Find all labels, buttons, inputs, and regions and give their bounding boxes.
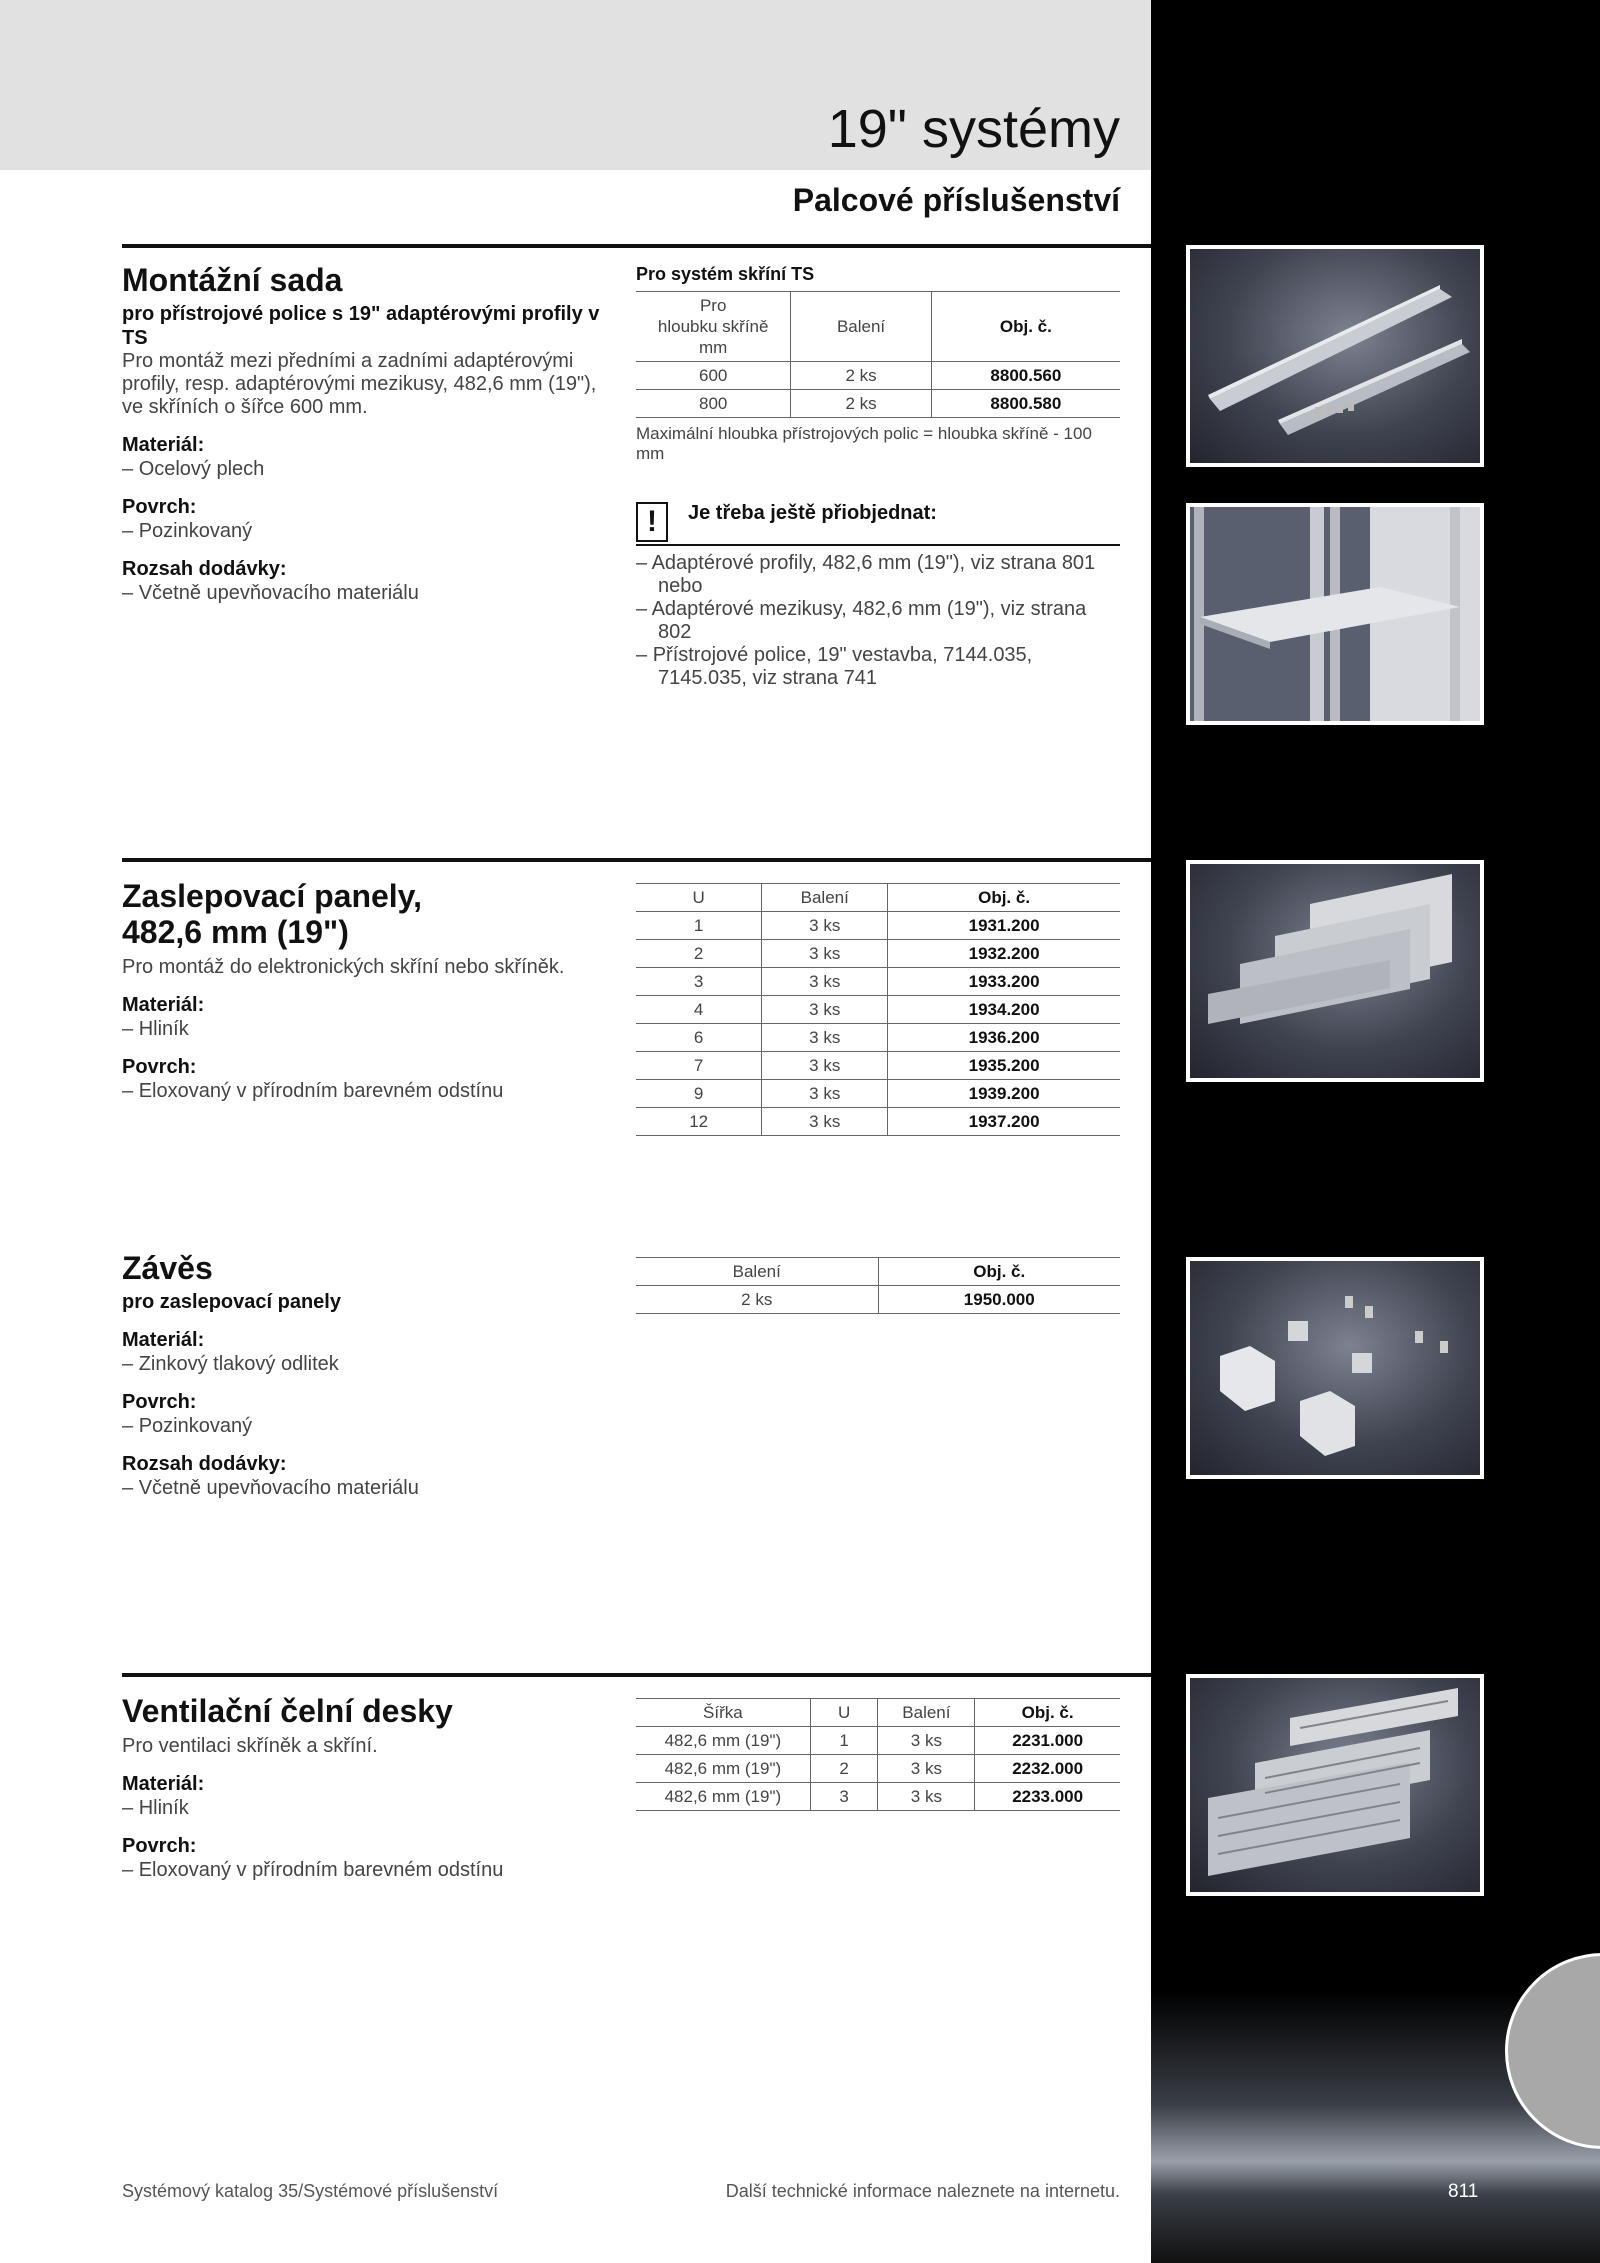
order-table — [636, 883, 1120, 1136]
surface-label: Povrch: — [122, 1056, 197, 1078]
list-item: – Přístrojové police, 19" vestavba, 7144.035, 7145.035, viz strana 741 — [636, 644, 1120, 690]
section-title: Zaslepovací panely, 482,6 mm (19") — [122, 878, 422, 950]
section-description: Pro montáž mezi předními a zadními adaptérovými profily, resp. adaptérovými mezikusy, 482,6 mm (19"), ve skříních o šířce 600 mm. — [122, 350, 597, 418]
page-subtitle: Palcové příslušenství — [792, 182, 1120, 218]
order-number: 1933.200 — [888, 968, 1120, 996]
table-cell: 3 ks — [878, 1755, 975, 1783]
order-number: 8800.560 — [931, 362, 1120, 390]
table-cell: 482,6 mm (19") — [636, 1755, 810, 1783]
table-row — [636, 912, 1120, 940]
table-cell: 1 — [810, 1727, 878, 1755]
product-photo-mounting-rails — [1186, 245, 1484, 467]
table-cell: 12 — [636, 1108, 762, 1136]
table-cell: 3 ks — [878, 1727, 975, 1755]
column-header: Šířka — [636, 1699, 810, 1727]
order-number: 1932.200 — [888, 940, 1120, 968]
table-cell: 3 — [636, 968, 762, 996]
section-subtitle: pro zaslepovací panely — [122, 1291, 341, 1313]
table-row — [636, 362, 1120, 390]
footer-catalog: Systémový katalog 35/Systémové příslušenství — [122, 2181, 499, 2201]
material-label: Materiál: — [122, 1329, 205, 1351]
section-mounting-kit — [122, 262, 602, 605]
column-header: U — [810, 1699, 878, 1727]
table-row — [636, 1286, 1120, 1314]
table-cell: 7 — [636, 1052, 762, 1080]
surface-value: – Eloxovaný v přírodním barevném odstínu — [122, 1858, 602, 1882]
section-hinge — [122, 1250, 602, 1500]
table-row — [636, 390, 1120, 418]
product-photo-shelf — [1186, 503, 1484, 725]
section-divider — [122, 1673, 1151, 1677]
table-cell: 1 — [636, 912, 762, 940]
order-number: 1937.200 — [888, 1108, 1120, 1136]
material-label: Materiál: — [122, 434, 205, 456]
table-row — [636, 940, 1120, 968]
order-number: 1939.200 — [888, 1080, 1120, 1108]
product-photo-blank-panels — [1186, 860, 1484, 1082]
list-item: – Adaptérové mezikusy, 482,6 mm (19"), viz strana 802 — [636, 598, 1120, 644]
mounting-kit-order — [636, 264, 1120, 690]
list-item: – Adaptérové profily, 482,6 mm (19"), viz strana 801 nebo — [636, 552, 1120, 598]
table-row — [636, 1052, 1120, 1080]
table-cell: 3 ks — [762, 968, 888, 996]
table-cell: 4 — [636, 996, 762, 1024]
table-note: Maximální hloubka přístrojových polic = hloubka skříně - 100 mm — [636, 424, 1092, 463]
table-cell: 800 — [636, 390, 791, 418]
order-number: 1934.200 — [888, 996, 1120, 1024]
table-cell: 482,6 mm (19") — [636, 1783, 810, 1811]
table-cell: 3 ks — [762, 1080, 888, 1108]
order-table — [636, 1698, 1120, 1811]
order-number: 1950.000 — [878, 1286, 1120, 1314]
section-divider — [122, 858, 1151, 862]
section-title: Ventilační čelní desky — [122, 1693, 453, 1729]
section-blank-panels — [122, 878, 602, 1103]
table-cell: 2 ks — [791, 362, 931, 390]
column-header: Obj. č. — [888, 884, 1120, 912]
material-value: – Hliník — [122, 1796, 602, 1820]
material-label: Materiál: — [122, 1773, 205, 1795]
column-header: U — [636, 884, 762, 912]
order-table — [636, 291, 1120, 418]
table-cell: 2 ks — [791, 390, 931, 418]
exclamation-icon: ! — [636, 502, 668, 542]
section-title: Montážní sada — [122, 262, 343, 298]
table-cell: 3 — [810, 1783, 878, 1811]
table-row — [636, 1024, 1120, 1052]
material-value: – Zinkový tlakový odlitek — [122, 1352, 602, 1376]
scope-label: Rozsah dodávky: — [122, 1453, 287, 1475]
table-row — [636, 1727, 1120, 1755]
table-row — [636, 1108, 1120, 1136]
column-header: Obj. č. — [975, 1699, 1120, 1727]
order-number: 2232.000 — [975, 1755, 1120, 1783]
section-vent-panels — [122, 1693, 602, 1882]
section-description: Pro ventilaci skříněk a skříní. — [122, 1735, 378, 1757]
table-cell: 2 — [810, 1755, 878, 1783]
surface-label: Povrch: — [122, 1391, 197, 1413]
section-subtitle: pro přístrojové police s 19" adaptérovými profily v TS — [122, 303, 600, 349]
table-row — [636, 968, 1120, 996]
order-number: 1931.200 — [888, 912, 1120, 940]
column-header: Pro hloubku skříně mm — [636, 292, 791, 362]
scope-value: – Včetně upevňovacího materiálu — [122, 1476, 602, 1500]
table-cell: 600 — [636, 362, 791, 390]
product-photo-hinges — [1186, 1257, 1484, 1479]
table-cell: 3 ks — [762, 1108, 888, 1136]
table-cell: 3 ks — [878, 1783, 975, 1811]
order-number: 8800.580 — [931, 390, 1120, 418]
table-row — [636, 996, 1120, 1024]
scope-value: – Včetně upevňovacího materiálu — [122, 581, 602, 605]
hinge-order — [636, 1257, 1120, 1314]
warning-text: Je třeba ještě přiobjednat: — [688, 502, 937, 524]
scope-label: Rozsah dodávky: — [122, 558, 287, 580]
column-header: Balení — [636, 1258, 878, 1286]
column-header: Balení — [791, 292, 931, 362]
blank-panels-order — [636, 883, 1120, 1136]
table-row — [636, 1080, 1120, 1108]
page-number: 811 — [1448, 2181, 1479, 2202]
accessory-list — [636, 552, 1120, 690]
surface-label: Povrch: — [122, 1835, 197, 1857]
order-number: 1936.200 — [888, 1024, 1120, 1052]
table-row — [636, 1783, 1120, 1811]
order-number: 2233.000 — [975, 1783, 1120, 1811]
table-cell: 3 ks — [762, 940, 888, 968]
footer-info: Další technické informace naleznete na internetu. — [725, 2181, 1120, 2201]
surface-value: – Pozinkovaný — [122, 519, 602, 543]
page-title: 19" systémy — [827, 99, 1120, 159]
surface-label: Povrch: — [122, 496, 197, 518]
table-cell: 3 ks — [762, 912, 888, 940]
section-description: Pro montáž do elektronických skříní nebo skříněk. — [122, 956, 565, 978]
column-header: Obj. č. — [931, 292, 1120, 362]
surface-value: – Pozinkovaný — [122, 1414, 602, 1438]
vent-panels-order — [636, 1698, 1120, 1811]
table-cell: 3 ks — [762, 1052, 888, 1080]
table-cell: 2 — [636, 940, 762, 968]
product-photo-vent-panels — [1186, 1674, 1484, 1896]
table-cell: 482,6 mm (19") — [636, 1727, 810, 1755]
table-row — [636, 1755, 1120, 1783]
table-cell: 9 — [636, 1080, 762, 1108]
section-divider — [122, 244, 1151, 248]
table-cell: 6 — [636, 1024, 762, 1052]
surface-value: – Eloxovaný v přírodním barevném odstínu — [122, 1079, 602, 1103]
column-header: Balení — [762, 884, 888, 912]
section-title: Závěs — [122, 1250, 213, 1286]
material-value: – Hliník — [122, 1017, 602, 1041]
material-label: Materiál: — [122, 994, 205, 1016]
table-label: Pro systém skříní TS — [636, 264, 815, 284]
material-value: – Ocelový plech — [122, 457, 602, 481]
order-table — [636, 1257, 1120, 1314]
order-number: 2231.000 — [975, 1727, 1120, 1755]
table-cell: 3 ks — [762, 996, 888, 1024]
table-cell: 3 ks — [762, 1024, 888, 1052]
column-header: Obj. č. — [878, 1258, 1120, 1286]
warning-box — [636, 502, 1120, 546]
column-header: Balení — [878, 1699, 975, 1727]
table-cell: 2 ks — [636, 1286, 878, 1314]
order-number: 1935.200 — [888, 1052, 1120, 1080]
